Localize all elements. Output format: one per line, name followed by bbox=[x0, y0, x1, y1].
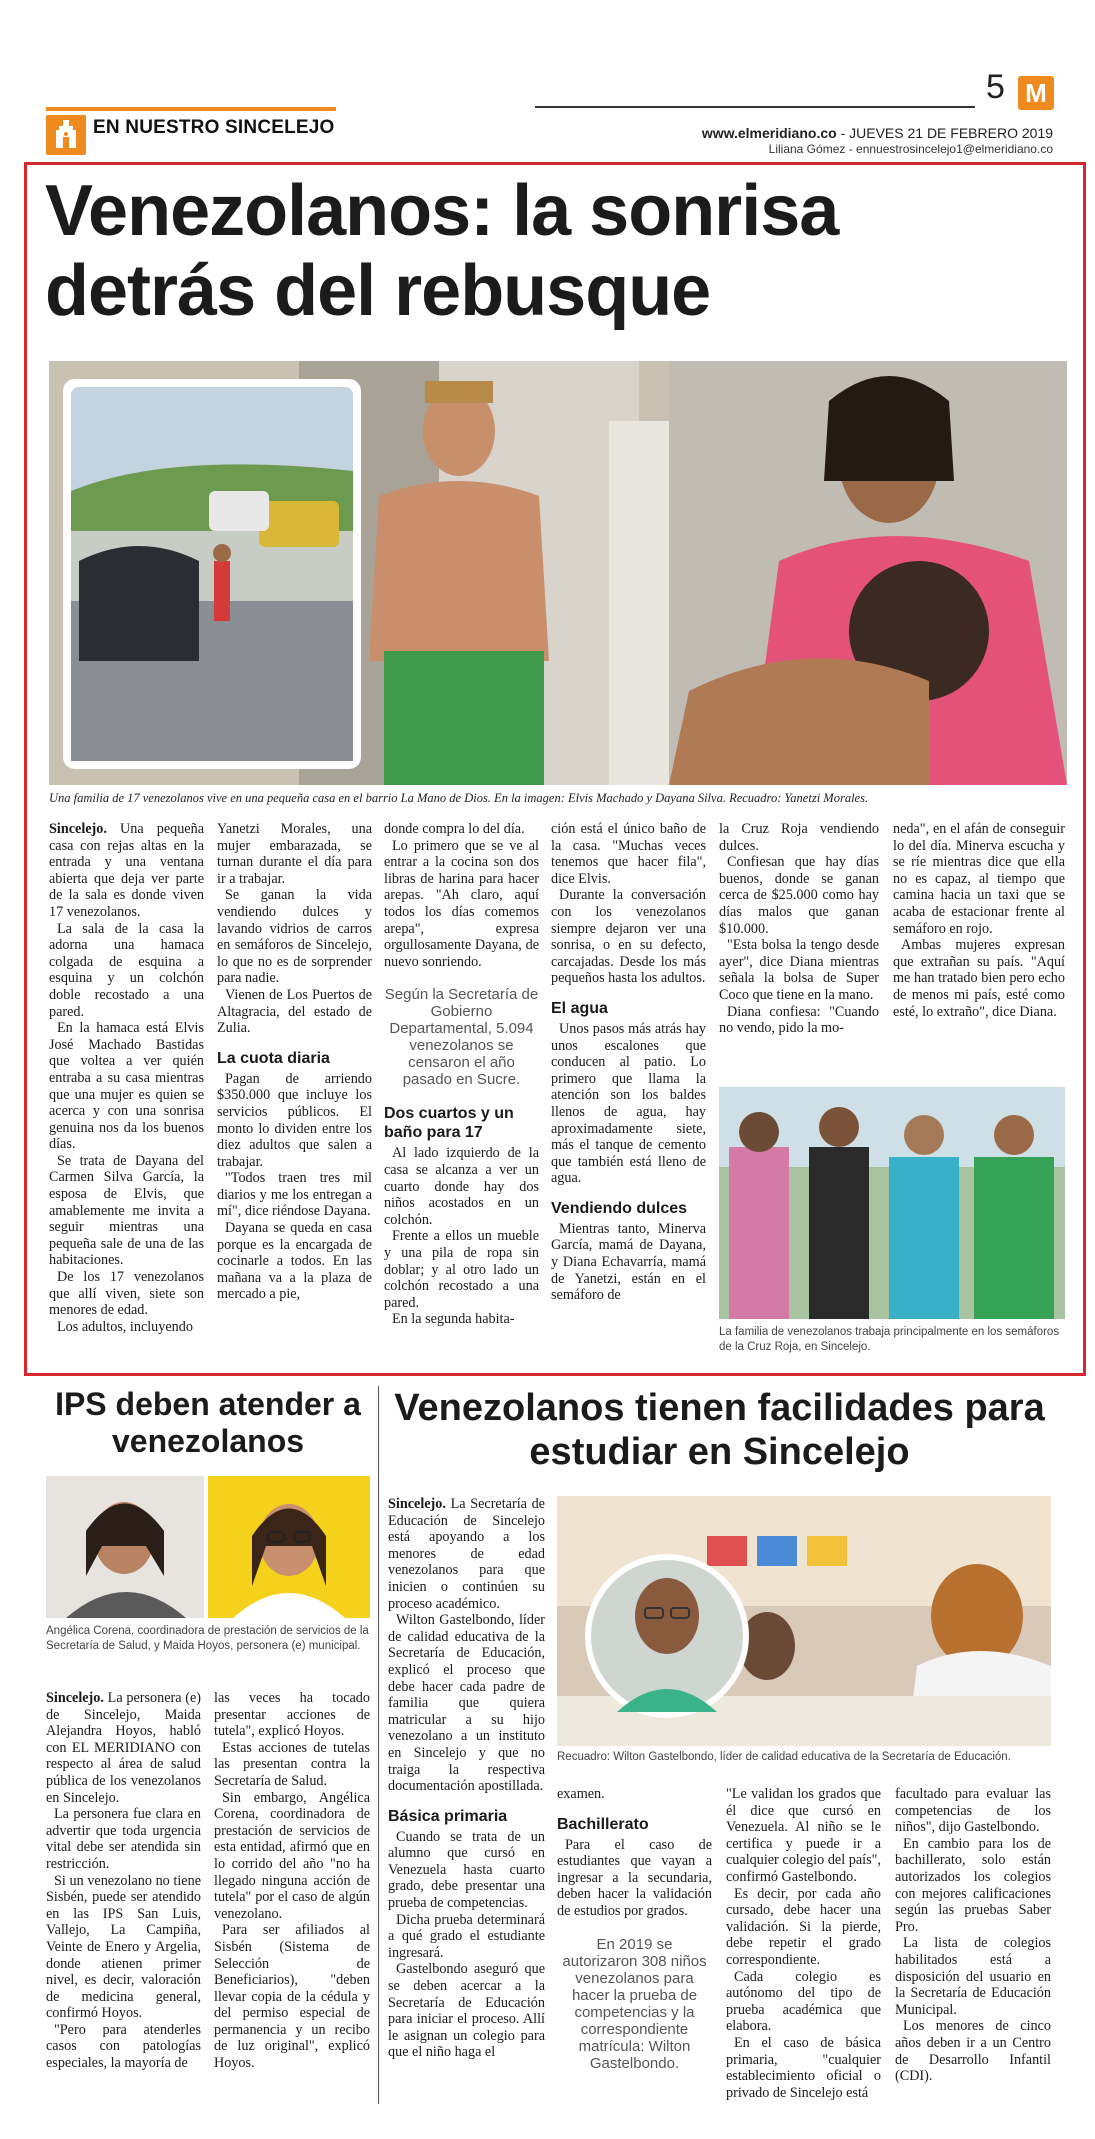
paragraph: donde compra lo del día. bbox=[384, 821, 525, 837]
paragraph: "Le validan los grados que él dice que cursó en Venezuela. Al niño se le certifica y puede ir a cualquier colegio del país", confirmó Gastelbondo. bbox=[726, 1786, 881, 1885]
paragraph: La lista de colegios habilitados está a disposición del usuario en la Secretaría de Educación Municipal. bbox=[895, 1935, 1051, 2018]
paragraph: Diana confiesa: "Cuando no vendo, pido la mo- bbox=[719, 1003, 879, 1037]
paragraph: En cambio para los de bachillerato, solo están autorizados los colegios con mejores calificaciones según las pruebas Saber Pro. bbox=[895, 1835, 1051, 1935]
feature-headline: Venezolanos: la sonrisa detrás del rebusque bbox=[45, 171, 839, 331]
edu-column-3 bbox=[726, 1786, 881, 2101]
paragraph: la Cruz Roja vendiendo dulces. bbox=[719, 821, 879, 854]
edu-column-4 bbox=[895, 1786, 1051, 2085]
paragraph: Los adultos, incluyendo bbox=[57, 1318, 193, 1335]
issue-date: - JUEVES 21 DE FEBRERO 2019 bbox=[836, 125, 1053, 141]
feature-column-4 bbox=[551, 821, 706, 1304]
paragraph: La sala de la casa la adorna una hamaca colgada de esquina a esquina y un colchón doble recostado a una pared. bbox=[49, 920, 204, 1020]
paragraph: Se ganan la vida vendiendo dulces y lavando vidrios de carros en semáforos de Sincelejo, lo que no es de sorprender para nadie. bbox=[217, 887, 372, 987]
paragraph: examen. bbox=[557, 1786, 605, 1802]
edu-column-1 bbox=[388, 1496, 545, 2061]
page-number: 5 bbox=[986, 68, 1005, 106]
paragraph: Estas acciones de tutelas las presentan contra la Secretaría de Salud. bbox=[214, 1739, 370, 1789]
column-divider bbox=[378, 1386, 379, 2104]
paragraph: las veces ha tocado presentar acciones de tutela", explicó Hoyos. bbox=[214, 1690, 370, 1740]
paragraph: La personera fue clara en advertir que toda urgencia vital debe ser atendida sin restricción. bbox=[46, 1806, 201, 1872]
classroom-photo bbox=[557, 1496, 1051, 1746]
dateline: Sincelejo. bbox=[46, 1690, 104, 1706]
paragraph: Se trata de Dayana del Carmen Silva García, la esposa de Elvis, que amablemente me invita a seguir mientras una pequeña sale de una de las habitaciones. bbox=[49, 1152, 204, 1269]
paragraph: Es decir, por cada año cursado, debe hacer una validación. Si la pierde, debe repetir el grado correspondiente. bbox=[726, 1885, 881, 1968]
feature-article bbox=[24, 162, 1086, 1376]
paragraph: Sin embargo, Angélica Corena, coordinadora de prestación de servicios de esta entidad, afirmó que en lo corrido del año "no ha llegado ninguna acción de tutela" por el caso de algún venezolano. bbox=[214, 1789, 370, 1922]
page-header bbox=[0, 0, 1095, 160]
paragraph: neda", en el afán de conseguir lo del día. Minerva escucha y se ríe mientras dice que ella no es capaz, al tiempo que camina hacia un taxi que se acaba de estacionar frente al semáforo en rojo. bbox=[893, 821, 1065, 937]
main-photo bbox=[49, 361, 1067, 785]
paragraph: De los 17 venezolanos que allí viven, siete son menores de edad. bbox=[49, 1269, 204, 1319]
paragraph: Al lado izquierdo de la casa se alcanza a ver un cuarto donde hay dos niños acostados en un colchón. bbox=[384, 1145, 539, 1228]
ips-column-2 bbox=[214, 1690, 370, 2072]
ips-column-1 bbox=[46, 1690, 201, 2072]
paragraph: Mientras tanto, Minerva García, mamá de Dayana, y Diana Echavarría, mamá de Yanetzi, están en el semáforo de bbox=[551, 1220, 706, 1304]
paragraph: Pagan de arriendo $350.000 que incluye los servicios públicos. El monto lo dividen entre los diez adultos que salen a trabajar. bbox=[217, 1070, 372, 1170]
edu-headline: Venezolanos tienen facilidades para estudiar en Sincelejo bbox=[394, 1387, 1045, 1473]
paragraph: ción está el único baño de la casa. "Muchas veces tenemos que hacer fila", dice Elvis. bbox=[551, 821, 706, 887]
newspaper-logo: M bbox=[1018, 76, 1054, 110]
header-meta bbox=[702, 125, 1053, 156]
paragraph: Unos pasos más atrás hay unos escalones que conducen al patio. Lo primero que llama la atención son los baldes llenos de agua, hay aproximadamente siete, más el tanque de cemento que también está lleno de agua. bbox=[551, 1020, 706, 1187]
feature-column-6 bbox=[893, 821, 1065, 1020]
subheading: El agua bbox=[551, 999, 608, 1017]
paragraph: La Secretaría de Educación de Sincelejo está apoyando a los menores de edad venezolanos para que inicien o continúen su proceso académico. bbox=[388, 1496, 545, 1612]
paragraph: facultado para evaluar las competencias de los niños", dijo Gastelbondo. bbox=[895, 1786, 1051, 1836]
paragraph: Durante la conversación con los venezolanos siempre dejaron ver una sonrisa, o en su defecto, carcajadas. Desde los más pequeños hasta los adultos. bbox=[551, 887, 706, 987]
hoyos-photo bbox=[208, 1476, 370, 1618]
ips-photo-caption: Angélica Corena, coordinadora de prestación de servicios de la Secretaría de Salud, y Maida Hoyos, personera (e) municipal. bbox=[46, 1625, 369, 1652]
paragraph: Una pequeña casa con rejas altas en la entrada y una ventana abierta que deja ver parte de la sala es donde viven 17 venezolanos. bbox=[49, 821, 204, 920]
header-rule bbox=[535, 106, 975, 108]
paragraph: Cuando se trata de un alumno que cursó en Venezuela hasta cuarto grado, debe presentar una prueba de competencias. bbox=[388, 1828, 545, 1912]
paragraph: "Todos traen tres mil diarios y me los entregan a mí", dice riéndose Dayana. bbox=[217, 1170, 372, 1220]
paragraph: Confiesan que hay días buenos, donde se ganan cerca de $25.000 como hay días malos que ganan $10.000. bbox=[719, 854, 879, 937]
classroom-photo-caption: Recuadro: Wilton Gastelbondo, líder de calidad educativa de la Secretaría de Educación. bbox=[557, 1751, 1011, 1763]
paragraph: En la segunda habita- bbox=[392, 1311, 515, 1328]
subheading: Básica primaria bbox=[388, 1807, 508, 1825]
vendors-photo bbox=[719, 1087, 1065, 1319]
paragraph: Frente a ellos un mueble y una pila de ropa sin doblar; y al otro lado un colchón recostado a una pared. bbox=[384, 1228, 539, 1311]
dateline: Sincelejo. bbox=[49, 821, 107, 837]
church-icon bbox=[46, 115, 86, 155]
paragraph: Cada colegio es autónomo del tipo de prueba académica que elabora. bbox=[726, 1968, 881, 2035]
subheading: Dos cuartos y un baño para 17 bbox=[384, 1105, 514, 1142]
section-label: EN NUESTRO SINCELEJO bbox=[93, 117, 335, 138]
paragraph: Gastelbondo aseguró que se deben acercar a la Secretaría de Educación para iniciar el proceso. Allí le asignan un colegio para que el niño haga el bbox=[388, 1961, 545, 2061]
paragraph: Para el caso de estudiantes que vayan a ingresar a la secundaria, deben hacer la validación de estudios por grados. bbox=[557, 1836, 712, 1919]
paragraph: Lo primero que se ve al entrar a la cocina son dos libras de harina para hacer arepas. "Ah claro, aquí todos los días comemos arepa", expresa orgullosamente Dayana, de nuevo sonriendo. bbox=[384, 837, 539, 970]
author-line: Liliana Gómez - ennuestrosincelejo1@elmeridiano.co bbox=[768, 142, 1053, 156]
pull-quote: Según la Secretaría de Gobierno Departamental, 5.094 venezolanos se censaron el año pasado en Sucre. bbox=[384, 986, 539, 1089]
feature-column-2 bbox=[217, 821, 372, 1303]
feature-column-3 bbox=[384, 821, 539, 1328]
vendors-photo-caption: La familia de venezolanos trabaja principalmente en los semáforos de la Cruz Roja, en Sincelejo. bbox=[719, 1326, 1060, 1353]
paragraph: Vienen de Los Puertos de Altagracia, del estado de Zulia. bbox=[217, 986, 372, 1037]
pull-quote: En 2019 se autorizaron 308 niños venezolanos para hacer la prueba de competencias y la correspondiente matrícula: Wilton Gastelbondo. bbox=[562, 1935, 707, 2072]
corena-photo bbox=[46, 1476, 204, 1618]
paragraph: En la hamaca está Elvis José Machado Bastidas que voltea a ver quién entraba a su casa mientras que una mujer es quien se acerca y con una sonrisa genuina nos da los buenos días. bbox=[49, 1020, 204, 1153]
paragraph: "Pero para atenderles casos con patologías especiales, la mayoría de bbox=[46, 2021, 201, 2072]
website-link[interactable]: www.elmeridiano.co bbox=[701, 125, 837, 141]
feature-column-5 bbox=[719, 821, 879, 1037]
paragraph: Los menores de cinco años deben ir a un Centro de Desarrollo Infantil (CDI). bbox=[895, 2018, 1051, 2085]
paragraph: La personera (e) de Sincelejo, Maida Alejandra Hoyos, habló con EL MERIDIANO con respecto al área de salud pública de los venezolanos en Sincelejo. bbox=[46, 1690, 201, 1806]
paragraph: Dayana se queda en casa porque es la encargada de cocinarle a todos. En las mañana va a la plaza de mercado a pie, bbox=[217, 1220, 372, 1303]
paragraph: En el caso de básica primaria, "cualquier establecimiento oficial o privado de Sincelejo está bbox=[726, 2034, 881, 2101]
subheading: Bachillerato bbox=[557, 1815, 649, 1833]
section-accent-bar bbox=[46, 107, 336, 111]
subheading: Vendiendo dulces bbox=[551, 1199, 688, 1217]
paragraph: Wilton Gastelbondo, líder de calidad educativa de la Secretaría de Educación, explicó el proceso que debe hacer cada padre de familia que quiera matricular a su hijo venezolano a un instituto en Sincelejo y que no traiga la respectiva documentación apostillada. bbox=[388, 1612, 545, 1795]
paragraph: Dicha prueba determinará a qué grado el estudiante ingresará. bbox=[388, 1911, 545, 1961]
edu-column-2 bbox=[557, 1786, 712, 2088]
paragraph: "Esta bolsa la tengo desde ayer", dice Diana mientras señala la bolsa de Super Coco que tiene en la mano. bbox=[719, 937, 879, 1003]
paragraph: Yanetzi Morales, una mujer embarazada, se turnan durante el día para ir a trabajar. bbox=[217, 821, 372, 887]
dateline: Sincelejo. bbox=[388, 1496, 446, 1512]
main-photo-caption: Una familia de 17 venezolanos vive en una pequeña casa en el barrio La Mano de Dios. En la imagen: Elvis Machado y Dayana Silva. Recuadro: Yanetzi Morales. bbox=[49, 791, 869, 805]
paragraph: Para ser afiliados al Sisbén (Sistema de Selección de Beneficiarios), "deben llevar copia de la cédula y del permiso especial de permanencia y un recibo de luz original", explicó Hoyos. bbox=[214, 1922, 370, 2072]
feature-column-1 bbox=[49, 821, 204, 1335]
subheading: La cuota diaria bbox=[217, 1049, 330, 1067]
ips-headline: IPS deben atender a venezolanos bbox=[55, 1386, 361, 1459]
paragraph: Ambas mujeres expresan que extrañan su país. "Aquí me han tratado bien pero echo de menos mi país, esté como esté, lo extraño", dice Diana. bbox=[893, 937, 1065, 1020]
paragraph: Si un venezolano no tiene Sisbén, puede ser atendido en las IPS San Luis, Vallejo, La Campiña, Veinte de Enero y Argelia, donde atienen primer nivel, es decir, valoración de medicina general, confirmó Hoyos. bbox=[46, 1872, 201, 2022]
